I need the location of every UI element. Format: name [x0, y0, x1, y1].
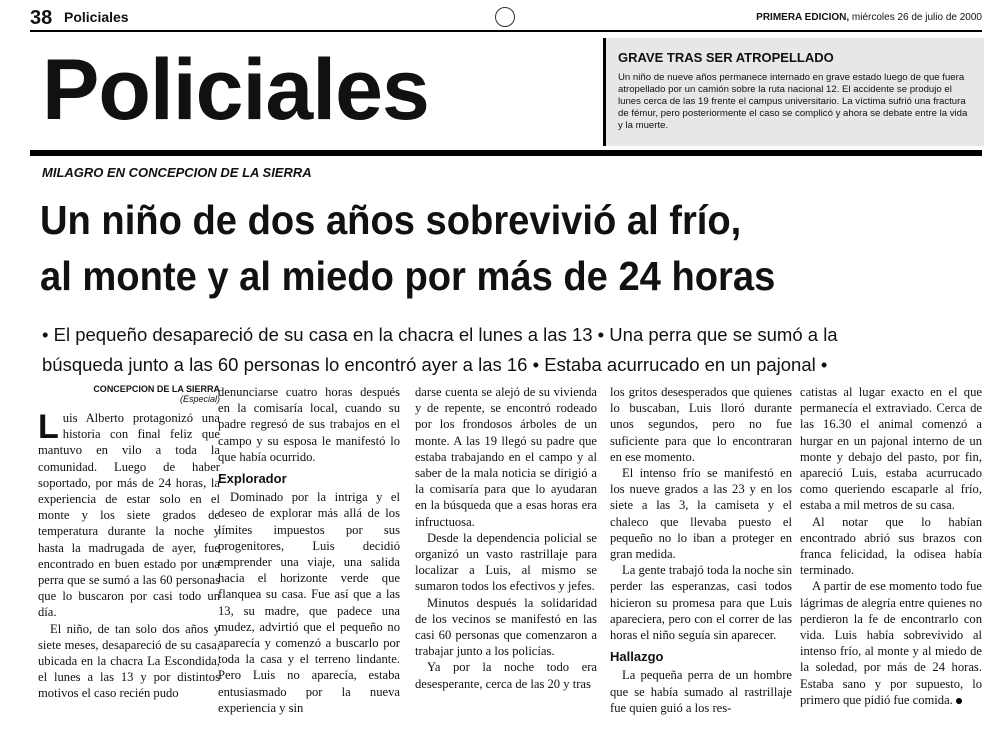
paragraph: El niño, de tan solo dos años y siete meses, desapareció de su casa, ubicada en la chacra La Escondida, el lunes a las 13 y por distintos motivos el caso recién pudo [38, 621, 220, 701]
paragraph: Desde la dependencia policial se organizó un vasto rastrillaje para localizar a Luis, al mismo se sumaron todos los efectivos y jefes. [415, 530, 597, 594]
edition-date [756, 12, 982, 23]
article-headline [40, 192, 914, 304]
article-deck [42, 320, 982, 380]
article-kicker: MILAGRO EN CONCEPCION DE LA SIERRA [42, 165, 312, 180]
sidebar-box-text: Un niño de nueve años permanece internado en grave estado luego de que fuera atropellado por un camión sobre la ruta nacional 12. El accidente se produjo el lunes cerca de las 19 frente el campus universitario. La víctima sufrió una fractura de fémur, pero posteriormente el caso se complicó y ahora se debate entre la vida y la muerte. [618, 72, 968, 131]
page-number: 38 [30, 7, 53, 29]
newspaper-crest-icon [495, 7, 515, 27]
subhead-hallazgo: Hallazgo [610, 649, 664, 665]
article-column-5 [800, 384, 982, 708]
subhead-explorador: Explorador [218, 471, 287, 487]
paragraph: Al notar que lo habían encontrado abrió sus brazos con franca felicidad, la odisea había terminado. [800, 514, 982, 578]
dateline-agency: (Especial) [179, 394, 220, 404]
section-title: Policiales [42, 42, 429, 138]
sidebar-box-title: GRAVE TRAS SER ATROPELLADO [618, 50, 834, 65]
paragraph: La pequeña perra de un hombre que se había sumado al rastrillaje fue quien guió a los res- [610, 668, 792, 715]
paragraph [38, 410, 220, 621]
paragraph: darse cuenta se alejó de su vivienda y de repente, se encontró rodeado por los frondosos árboles de un monte. A las 19 llegó su padre que estaba trabajando en el campo y al saber de la mala noticia se dirigió a la comisaría para que lo ayudaran en la búsqueda que a esas horas era infructuosa. [415, 385, 597, 529]
sidebar-news-box [603, 38, 984, 146]
paragraph: Ya por la noche todo era desesperante, cerca de las 20 y tras [415, 660, 597, 691]
paragraph: Minutos después la solidaridad de los vecinos se manifestó en las casi 60 personas que comenzaron a trabajar junto a los policías. [415, 595, 597, 659]
dateline-place: CONCEPCION DE LA SIERRA [93, 384, 220, 394]
drop-cap: L [38, 408, 59, 446]
dateline [38, 384, 220, 404]
paragraph: los gritos desesperados que quienes lo buscaban, Luis lloró durante unos segundos, pero no fue suficiente para que lo encontraran en ese momento. [610, 385, 792, 464]
paragraph-text: A partir de ese momento todo fue lágrimas de alegría entre quienes no perdieron la fe de encontrarlo con vida. Luis había sobrevivido al intenso frío, al monte y al miedo de la soledad, por más de 24 horas. Estaba sano y por supuesto, lo primero que pidió fue comida. [800, 579, 982, 707]
deck-line-2: búsqueda junto a las 60 personas lo encontró ayer a las 16 • Estaba acurrucado en un pajonal • [42, 354, 828, 375]
article-column-4 [610, 384, 792, 716]
paragraph: La gente trabajó toda la noche sin perder las esperanzas, casi todos hicieron su promesa para que Luis apareciera, pero con el correr de las horas el niño seguía sin aparecer. [610, 563, 792, 643]
paragraph: denunciarse cuatro horas después en la comisaría local, cuando su padre regresó de sus trabajos en el campo y su esposa le manifestó lo que había ocurrido. [218, 385, 400, 464]
running-header [30, 6, 982, 30]
deck-line-1: • El pequeño desapareció de su casa en la chacra el lunes a las 13 • Una perra que se sumó a la [42, 324, 838, 345]
issue-date: miércoles 26 de julio de 2000 [851, 12, 982, 23]
article-column-3 [415, 384, 597, 692]
article-column-2 [218, 384, 400, 716]
paragraph: catistas al lugar exacto en el que permanecía el extraviado. Cerca de las 16.30 el animal comenzó a hurgar en un pajonal interno de un monte y debajo del pasto, por fin, apareció Luis, estaba acurrucado como queriendo escaparle al frío, estaba a mil metros de su casa. [800, 385, 982, 513]
running-section-label: Policiales [64, 9, 129, 25]
end-mark-icon [956, 698, 962, 704]
article-column-1 [38, 384, 220, 702]
edition-label: PRIMERA EDICION, [756, 12, 850, 23]
paragraph: Dominado por la intriga y el deseo de explorar más allá de los límites impuestos por sus progenitores, Luis decidió emprender una viaje, una salida hacia el horizonte verde que flanquea su casa. Fue así que a las 13, su madre, que padece una mudez, advirtió que el pequeño no aparecía y comenzó a buscarlo por toda la casa y el terreno lindante. Pero Luis no aparecía, estaba entusiasmado por la nueva experiencia y sin [218, 490, 400, 715]
paragraph: El intenso frío se manifestó en los nueve grados a las 23 y en los siete a las 3, la camiseta y el chaleco que llevaba puesto el pequeño no lo iban a proteger en gran medida. [610, 466, 792, 562]
section-divider-rule [30, 150, 982, 156]
header-rule [30, 30, 982, 32]
headline-line-2: al monte y al miedo por más de 24 horas [40, 253, 776, 299]
paragraph [800, 578, 982, 708]
headline-line-1: Un niño de dos años sobrevivió al frío, [40, 197, 742, 243]
paragraph-text: uis Alberto protagonizó una historia con final feliz que mantuvo en vilo a toda la comunidad. Luego de haber soportado, por más de 24 horas, la experiencia de estar solo en el monte y los siete grados de temperatura durante la noche y hasta la madrugada de ayer, fue encontrado en buen estado por una perra que se sumó a las 60 personas que lo buscaron por casi todo un día. [38, 411, 220, 620]
